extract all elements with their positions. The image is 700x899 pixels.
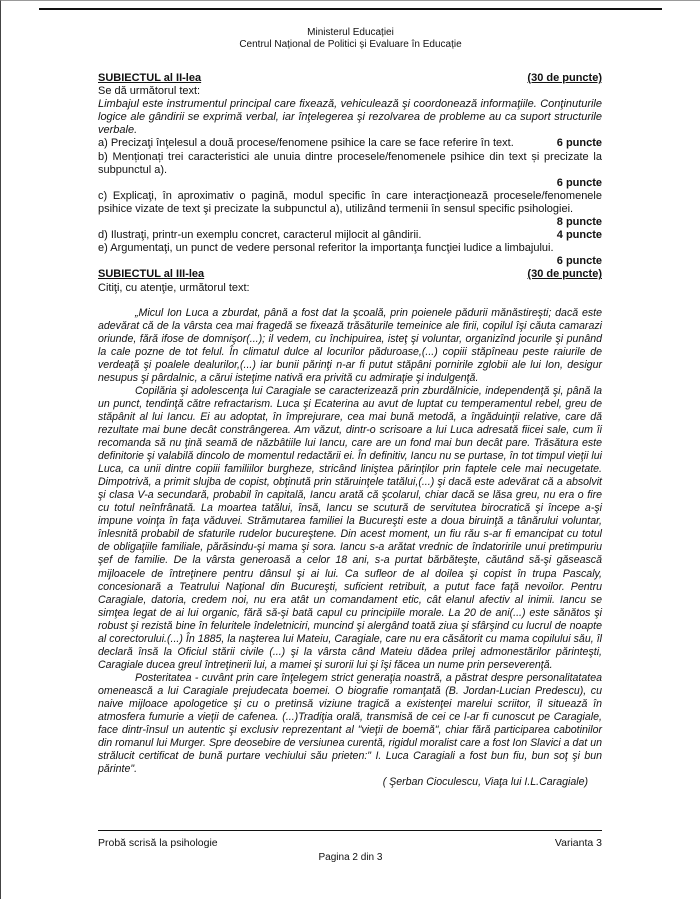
quote-paragraph-3: Posteritatea - cuvânt prin care înţelegem strict generaţia noastră, a păstrat despre personalitatatea omenească a lui Caragiale prejudecata boemei. O biografie romanţată (B. Jordan-Lucian Predescu), cu naive mijloace apologetice şi cu o pretinsă viziune tragică a existenţei marelui scriitor, îl situează în atmosfera fumurie a vieţii de cafenea. (...)Tradiţia orală, transmisă de cei ce l-ar fi cunoscut pe Caragiale, face dintr-însul un autentic şi exclusiv reprezentant al "vieţii de boemă", chiar fără participarea cabotinilor din romanul lui Murger. Spre deosebire de versiunea curentă, rigidul moralist care a fost Ion Slavici a dat un strălucit certificat de bună purtare vechiului său prieten:" I. Luca Caragiali a fost bun fiu, bun soţ şi bun părinte". bbox=[98, 671, 602, 776]
quoted-text bbox=[98, 307, 602, 777]
page-footer bbox=[98, 837, 602, 849]
task-c: c) Explicaţi, în aproximativ o pagină, modul specific în care interacţionează procesele/fenomenele psihice vizate de text şi precizate la subpunctul a), utilizând termenii în sensul specific psihologiei. bbox=[98, 189, 602, 215]
subject2-points: (30 de puncte) bbox=[527, 72, 602, 84]
quote-source: ( Şerban Cioculescu, Viaţa lui I.L.Caragiale) bbox=[382, 776, 588, 789]
footer-variant: Varianta 3 bbox=[554, 837, 602, 849]
task-d-row bbox=[98, 229, 602, 242]
page-number: Pagina 2 din 3 bbox=[318, 852, 383, 863]
subject3-title: SUBIECTUL al III-lea bbox=[98, 268, 205, 281]
task-a-row bbox=[98, 137, 602, 150]
subject2-intro: Se dă următorul text: bbox=[98, 85, 201, 98]
subject2-heading bbox=[98, 72, 602, 85]
task-e: e) Argumentaţi, un punct de vedere personal referitor la importanţa funcţiei ludice a limbajului. bbox=[98, 242, 554, 255]
task-d: d) Ilustraţi, printr-un exemplu concret, caracterul mijlocit al gândirii. bbox=[98, 229, 422, 242]
footer-exam: Probă scrisă la psihologie bbox=[98, 837, 218, 849]
page-content bbox=[98, 72, 602, 789]
subject3-heading bbox=[98, 268, 602, 281]
task-a-points: 6 puncte bbox=[556, 137, 602, 150]
task-e-points: 6 puncte bbox=[556, 255, 602, 268]
subject3-intro: Citiţi, cu atenţie, următorul text: bbox=[98, 281, 250, 294]
top-rule bbox=[39, 8, 662, 10]
footer-rule bbox=[98, 830, 602, 831]
task-b-points: 6 puncte bbox=[556, 176, 602, 189]
subject2-title: SUBIECTUL al II-lea bbox=[98, 72, 202, 84]
subject3-points: (30 de puncte) bbox=[527, 268, 602, 281]
task-a: a) Precizaţi înţelesul a două procese/fenomene psihice la care se face referire în text. bbox=[98, 137, 514, 150]
quote-paragraph-1: „Micul Ion Luca a zburdat, până a fost dat la şcoală, prin poienele pădurii mănăstireşti; dacă este adevărat că de la vârsta cea mai fragedă se fixează trăsăturile temeinice ale firii, copilul îşi căuta camarazi oriunde, fără ifose de domnişor(...); il vedem, cu închipuirea, isteţ şi voluntar, organizînd jocurile şi punând la cale pozne de tot felul. În climatul dulce al locurilor păduroase,(...) copiii stăpîneau peste raiurile de verdeaţă şi poalele dealurilor,(...) iar bunii părinţi n-ar fi putut stăpâni pornirile zglobii ale lui Ion, desigur nesupus şi pârdalnic, a cărui isteţime nativă era privită cu admiraţie şi indulgenţă. bbox=[98, 306, 602, 384]
ministry-name: Ministerul Educației bbox=[307, 27, 394, 38]
center-name: Centrul Național de Politici și Evaluare în Educație bbox=[239, 39, 462, 50]
task-b: b) Menționați trei caracteristici ale unuia dintre procesele/fenomenele psihice din text și precizate la subpunctul a). bbox=[98, 150, 602, 176]
page-header bbox=[1, 27, 700, 51]
subject2-text: Limbajul este instrumentul principal care fixează, vehiculează şi coordonează informaţiile. Conţinuturile logice ale gândirii se exprimă verbal, iar înţelegerea şi rezolvarea de probleme au ca suport structurile verbale. bbox=[98, 98, 602, 137]
task-c-points: 8 puncte bbox=[556, 216, 602, 229]
quote-paragraph-2: Copilăria şi adolescenţa lui Caragiale se caracterizează prin zburdălnicie, independenţă şi, până la un punct, tendinţă către refractarism. Luca şi Ecaterina au avut de luptat cu temperamentul rebel, greu de stăpânit al lui Iancu. Ei au adoptat, în împrejurare, cea mai bună metodă, a îngăduinţii relative, care dă rezultate mai bune decât constrângerea. Am văzut, dintr-o scrisoare a lui Luca adresată fiicei sale, cum îi recomanda să nu ţină seamă de năzbâtiile lui Iancu, care are un fond mai bun decât pare. Trăsătura este definitorie şi valabilă dincolo de momentul redactării ei. În definitiv, Iancu nu se purtase, în tot timpul vieţii lui Luca, ca unii dintre copiii familiilor burgheze, stricând liniştea părinţilor prin faptele cele mai necugetate. Dimpotrivă, a primit slujba de copist, obţinută prin stăruinţele tatălui,(...) şi dacă este adevărat că a absolvit şi clasa V-a secundară, probabil în capitală, Iancu arată că şcolarul, chiar dacă se lăsa greu, nu era o fire cu totul neînfrânată. La moartea tatălui, însă, Iancu se scutură de servitutea birocratică şi începe a-şi impune voinţa în faţa văduvei. Strămutarea familiei la Bucureşti este a doua biruinţă a tânărului voluntar, înlesnită probabil de sfaturile rudelor bucureştene. Din acest moment, un fiu rău s-ar fi emancipat cu totul de obligaţiile familiale, părăsindu-şi mama şi sora. Iancu s-a arătat vrednic de îndatoririle unui pretimpuriu şef de familie. De la vârsta generoasă a celor 18 ani, s-a purtat bărbăteşte, căutând să-şi găsească mijloacele de întreţinere pentru dânsul şi ai lui. Ca sufleor de al doilea şi copist în trupa Pascaly, concesionară a Teatrului Naţional din Bucureşti, suficient retribuit, a putut face faţă nevoilor. Pentru Caragiale, datoria, credem noi, nu era atât un comandament etic, cât elanul afectiv al inimii. Iancu se simţea legat de ai lui organic, fără să-şi bată capul cu principiile morale. La 20 de ani(...) este sănătos şi robust şi rezistă bine în feluritele îndeletniciri, muncind şi alergând toată ziua şi sfârşind cu lucrul de noapte al corectorului.(...) În 1885, la naşterea lui Mateiu, Caragiale, care nu era căsătorit cu mama copilului său, îl declară însă la Oficiul stării civile (...) şi la vârsta când Mateiu dădea prilej admonestărilor părinteşti, Caragiale ducea greul întreţinerii lui, a mamei şi surorii lui şi îşi făcea un nume prin perseverenţă. bbox=[98, 384, 602, 671]
task-d-points: 4 puncte bbox=[556, 229, 602, 242]
